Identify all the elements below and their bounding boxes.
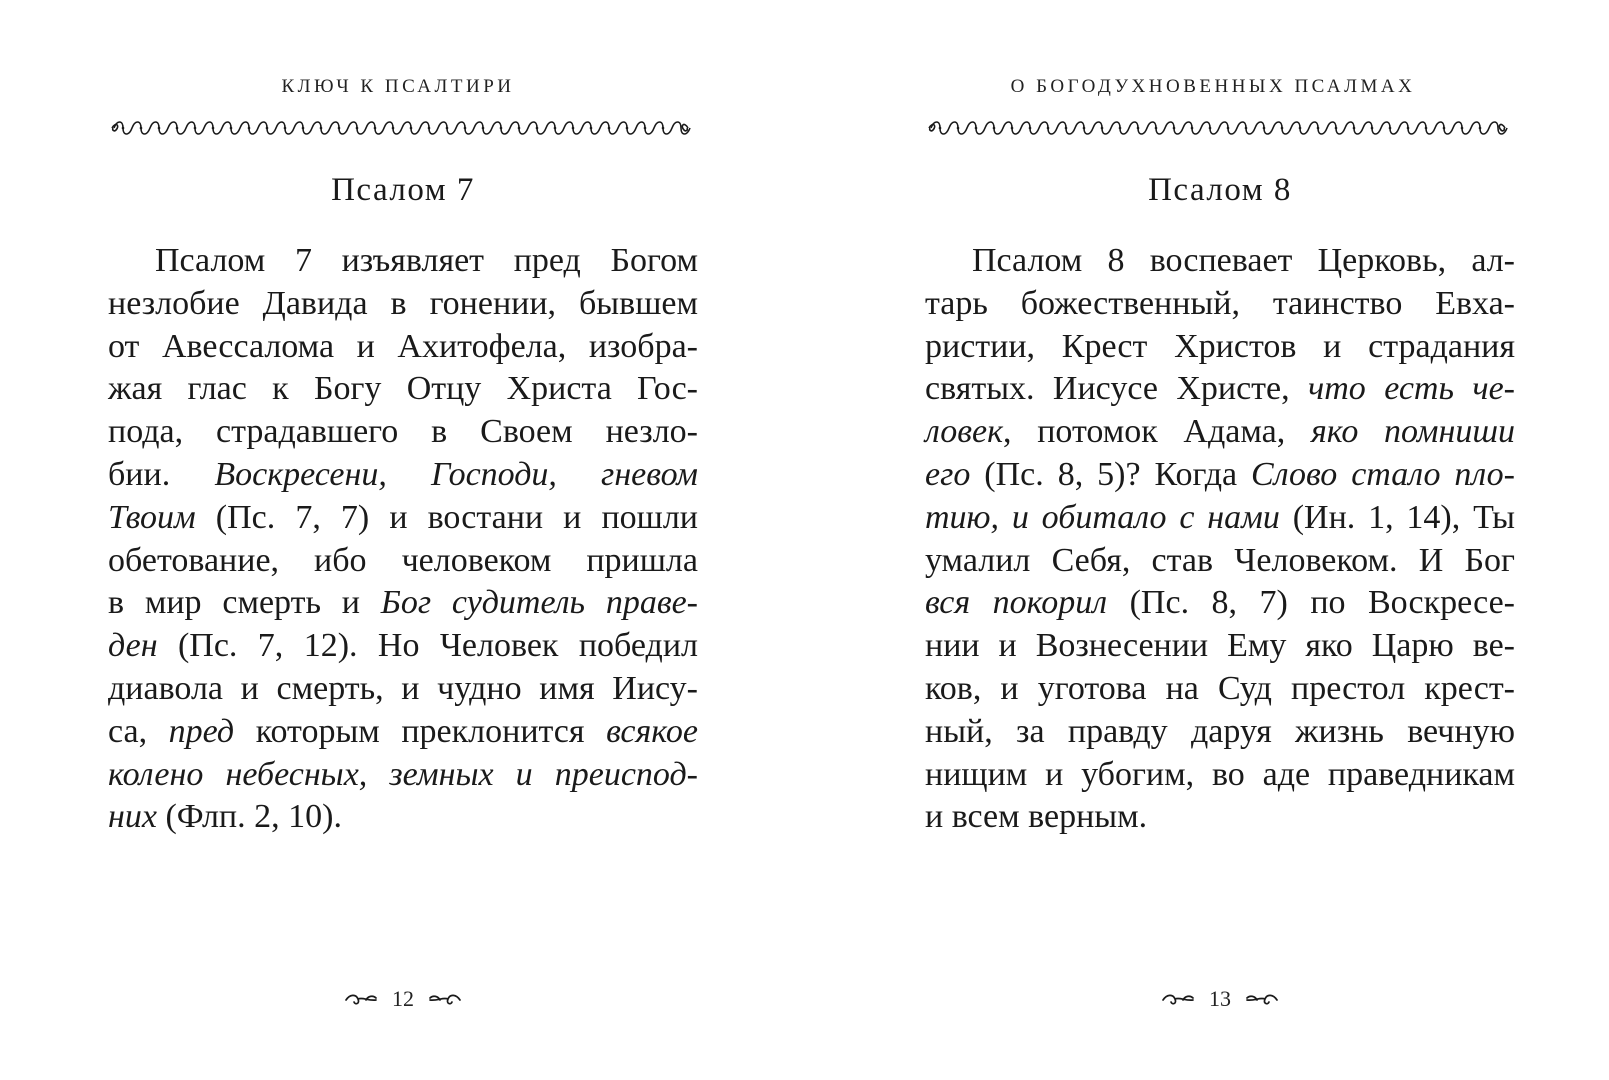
running-head-left: КЛЮЧ К ПСАЛТИРИ [281, 76, 515, 97]
left-flourish-icon [344, 992, 378, 1006]
text-run: в мир смерть и [108, 584, 381, 622]
left-flourish-icon [1161, 992, 1195, 1006]
text-line [108, 368, 698, 411]
text-run: (Пс. 7, 12). Но Человек победил [157, 627, 698, 665]
text-run: умалил Себя, став Человеком. И Бог [925, 541, 1515, 579]
text-run: нищим и убогим, во аде праведникам [925, 755, 1515, 793]
text-line [925, 540, 1515, 583]
text-line [925, 368, 1515, 411]
text-line [108, 326, 698, 369]
italic-quote: ловек [925, 413, 1003, 451]
text-line [108, 240, 698, 283]
text-run: ков, и уготова на Суд престол крест- [925, 669, 1515, 707]
text-line [925, 240, 1515, 283]
text-line [108, 454, 698, 497]
text-line [925, 582, 1515, 625]
text-run: незлобие Давида в гонении, бывшем [108, 284, 698, 322]
italic-quote: вся покорил [925, 584, 1108, 622]
text-run: (Пс. 8, 5)? Когда [970, 455, 1252, 493]
italic-quote: яко помниши [1310, 413, 1515, 451]
text-line [925, 668, 1515, 711]
italic-quote: его [925, 455, 971, 493]
text-run: (Пс. 8, 7) по Воскресе- [1107, 584, 1515, 622]
left-page [108, 0, 698, 1080]
text-run: святых. Иисусе Христе, [925, 370, 1309, 408]
text-line [925, 411, 1515, 454]
right-flourish-icon [1245, 992, 1279, 1006]
page-number-left: 12 [392, 986, 414, 1011]
italic-quote: колено небесных, земных и преиспод- [108, 755, 698, 793]
italic-quote: Твоим [108, 498, 196, 536]
text-run: са, [108, 712, 169, 750]
text-run: бии. [108, 455, 215, 493]
italic-quote: что есть че- [1308, 370, 1515, 408]
text-line [925, 283, 1515, 326]
running-head-right: О БОГОДУХНОВЕННЫХ ПСАЛМАХ [1010, 76, 1416, 97]
text-run: (Флп. 2, 10). [156, 798, 342, 836]
italic-quote: тию, и обитало с нами [925, 498, 1280, 536]
psalm-title-left: Псалом 7 [331, 172, 475, 208]
text-run: тарь божественный, таинство Евха- [925, 284, 1515, 322]
italic-quote: Слово стало пло- [1251, 455, 1515, 493]
text-run: Псалом 8 воспевает Церковь, ал- [972, 242, 1515, 279]
italic-quote: всякое [606, 712, 698, 750]
text-run: от Авессалома и Ахитофела, изобра- [108, 327, 698, 365]
text-line [108, 711, 698, 754]
page-number-right: 13 [1209, 986, 1231, 1011]
text-run: жая глас к Богу Отцу Христа Гос- [108, 370, 698, 408]
text-run: Псалом 7 изъявляет пред Богом [155, 242, 698, 279]
text-line [108, 796, 698, 839]
text-run: ный, за правду даруя жизнь вечную [925, 712, 1515, 750]
psalm-text-right [925, 240, 1515, 839]
scroll-ornament-rule-icon [108, 118, 698, 138]
text-run: (Ин. 1, 14), Ты [1279, 498, 1516, 536]
text-line [108, 283, 698, 326]
italic-quote: Бог судитель праве- [380, 584, 698, 622]
text-line [108, 540, 698, 583]
text-line [925, 454, 1515, 497]
italic-quote: них [108, 798, 157, 836]
text-run: пода, страдавшего в Своем незло- [108, 413, 698, 451]
psalm-text-left [108, 240, 698, 839]
folio-left [108, 986, 698, 1012]
text-line [108, 411, 698, 454]
text-run: (Пс. 7, 7) и востани и пошли [195, 498, 698, 536]
text-run: которым преклонится [234, 712, 607, 750]
text-line [925, 754, 1515, 797]
text-run: диавола и смерть, и чудно имя Иису- [108, 669, 698, 707]
scroll-ornament-rule-icon [925, 118, 1515, 138]
text-line [925, 796, 1515, 839]
text-line [925, 326, 1515, 369]
text-line [925, 711, 1515, 754]
right-flourish-icon [428, 992, 462, 1006]
text-line [108, 625, 698, 668]
psalm-title-right: Псалом 8 [1148, 172, 1292, 208]
text-line [925, 625, 1515, 668]
text-run: и всем верным. [925, 798, 1148, 836]
text-run: нии и Вознесении Ему яко Царю ве- [925, 627, 1515, 665]
text-line [108, 754, 698, 797]
italic-quote: Воскресени, Господи, гневом [214, 455, 698, 493]
text-line [108, 497, 698, 540]
text-run: обетование, ибо человеком пришла [108, 541, 698, 579]
text-line [108, 582, 698, 625]
italic-quote: пред [168, 712, 235, 750]
text-run: ристии, Крест Христов и страдания [925, 327, 1515, 365]
text-line [108, 668, 698, 711]
folio-right [925, 986, 1515, 1012]
right-page [925, 0, 1515, 1080]
text-line [925, 497, 1515, 540]
italic-quote: ден [108, 627, 158, 665]
text-run: , потомок Адама, [1003, 413, 1311, 451]
